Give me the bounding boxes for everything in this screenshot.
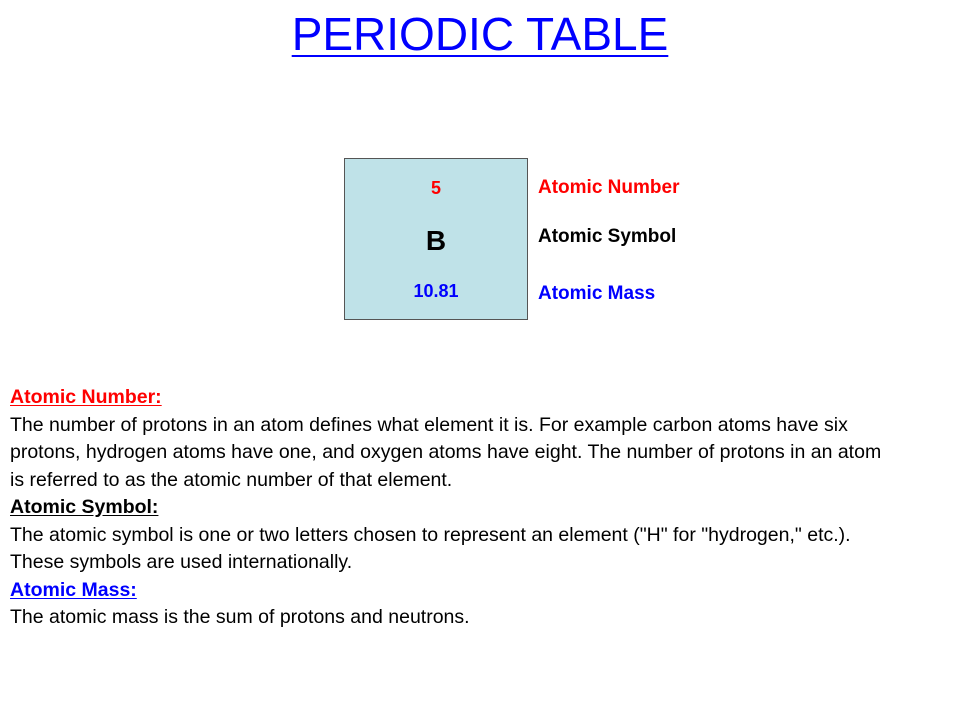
legend-atomic-mass: Atomic Mass — [538, 283, 656, 304]
legend-atomic-symbol: Atomic Symbol — [538, 226, 677, 247]
page-title[interactable]: PERIODIC TABLE — [291, 8, 669, 60]
description-block — [10, 384, 890, 632]
section-body-atomic-mass: The atomic mass is the sum of protons and neutrons. — [10, 606, 470, 628]
element-atomic-symbol: B — [425, 225, 447, 256]
legend-atomic-number: Atomic Number — [538, 177, 680, 198]
section-body-atomic-number: The number of protons in an atom defines what element it is. For example carbon atoms have six protons, hydrogen atoms have one, and oxygen atoms have eight. The number of protons in an atom is referred to as the atomic number of that element. — [10, 413, 882, 491]
section-heading-atomic-symbol: Atomic Symbol: — [10, 496, 159, 518]
section-heading-atomic-mass: Atomic Mass: — [10, 578, 137, 601]
element-atomic-number: 5 — [430, 178, 441, 198]
element-tile — [344, 158, 528, 320]
section-body-atomic-symbol: The atomic symbol is one or two letters chosen to represent an element ("H" for "hydrogen," etc.). These symbols are used internationally. — [10, 523, 851, 573]
section-heading-atomic-number: Atomic Number: — [10, 386, 162, 408]
element-atomic-mass: 10.81 — [413, 281, 459, 301]
